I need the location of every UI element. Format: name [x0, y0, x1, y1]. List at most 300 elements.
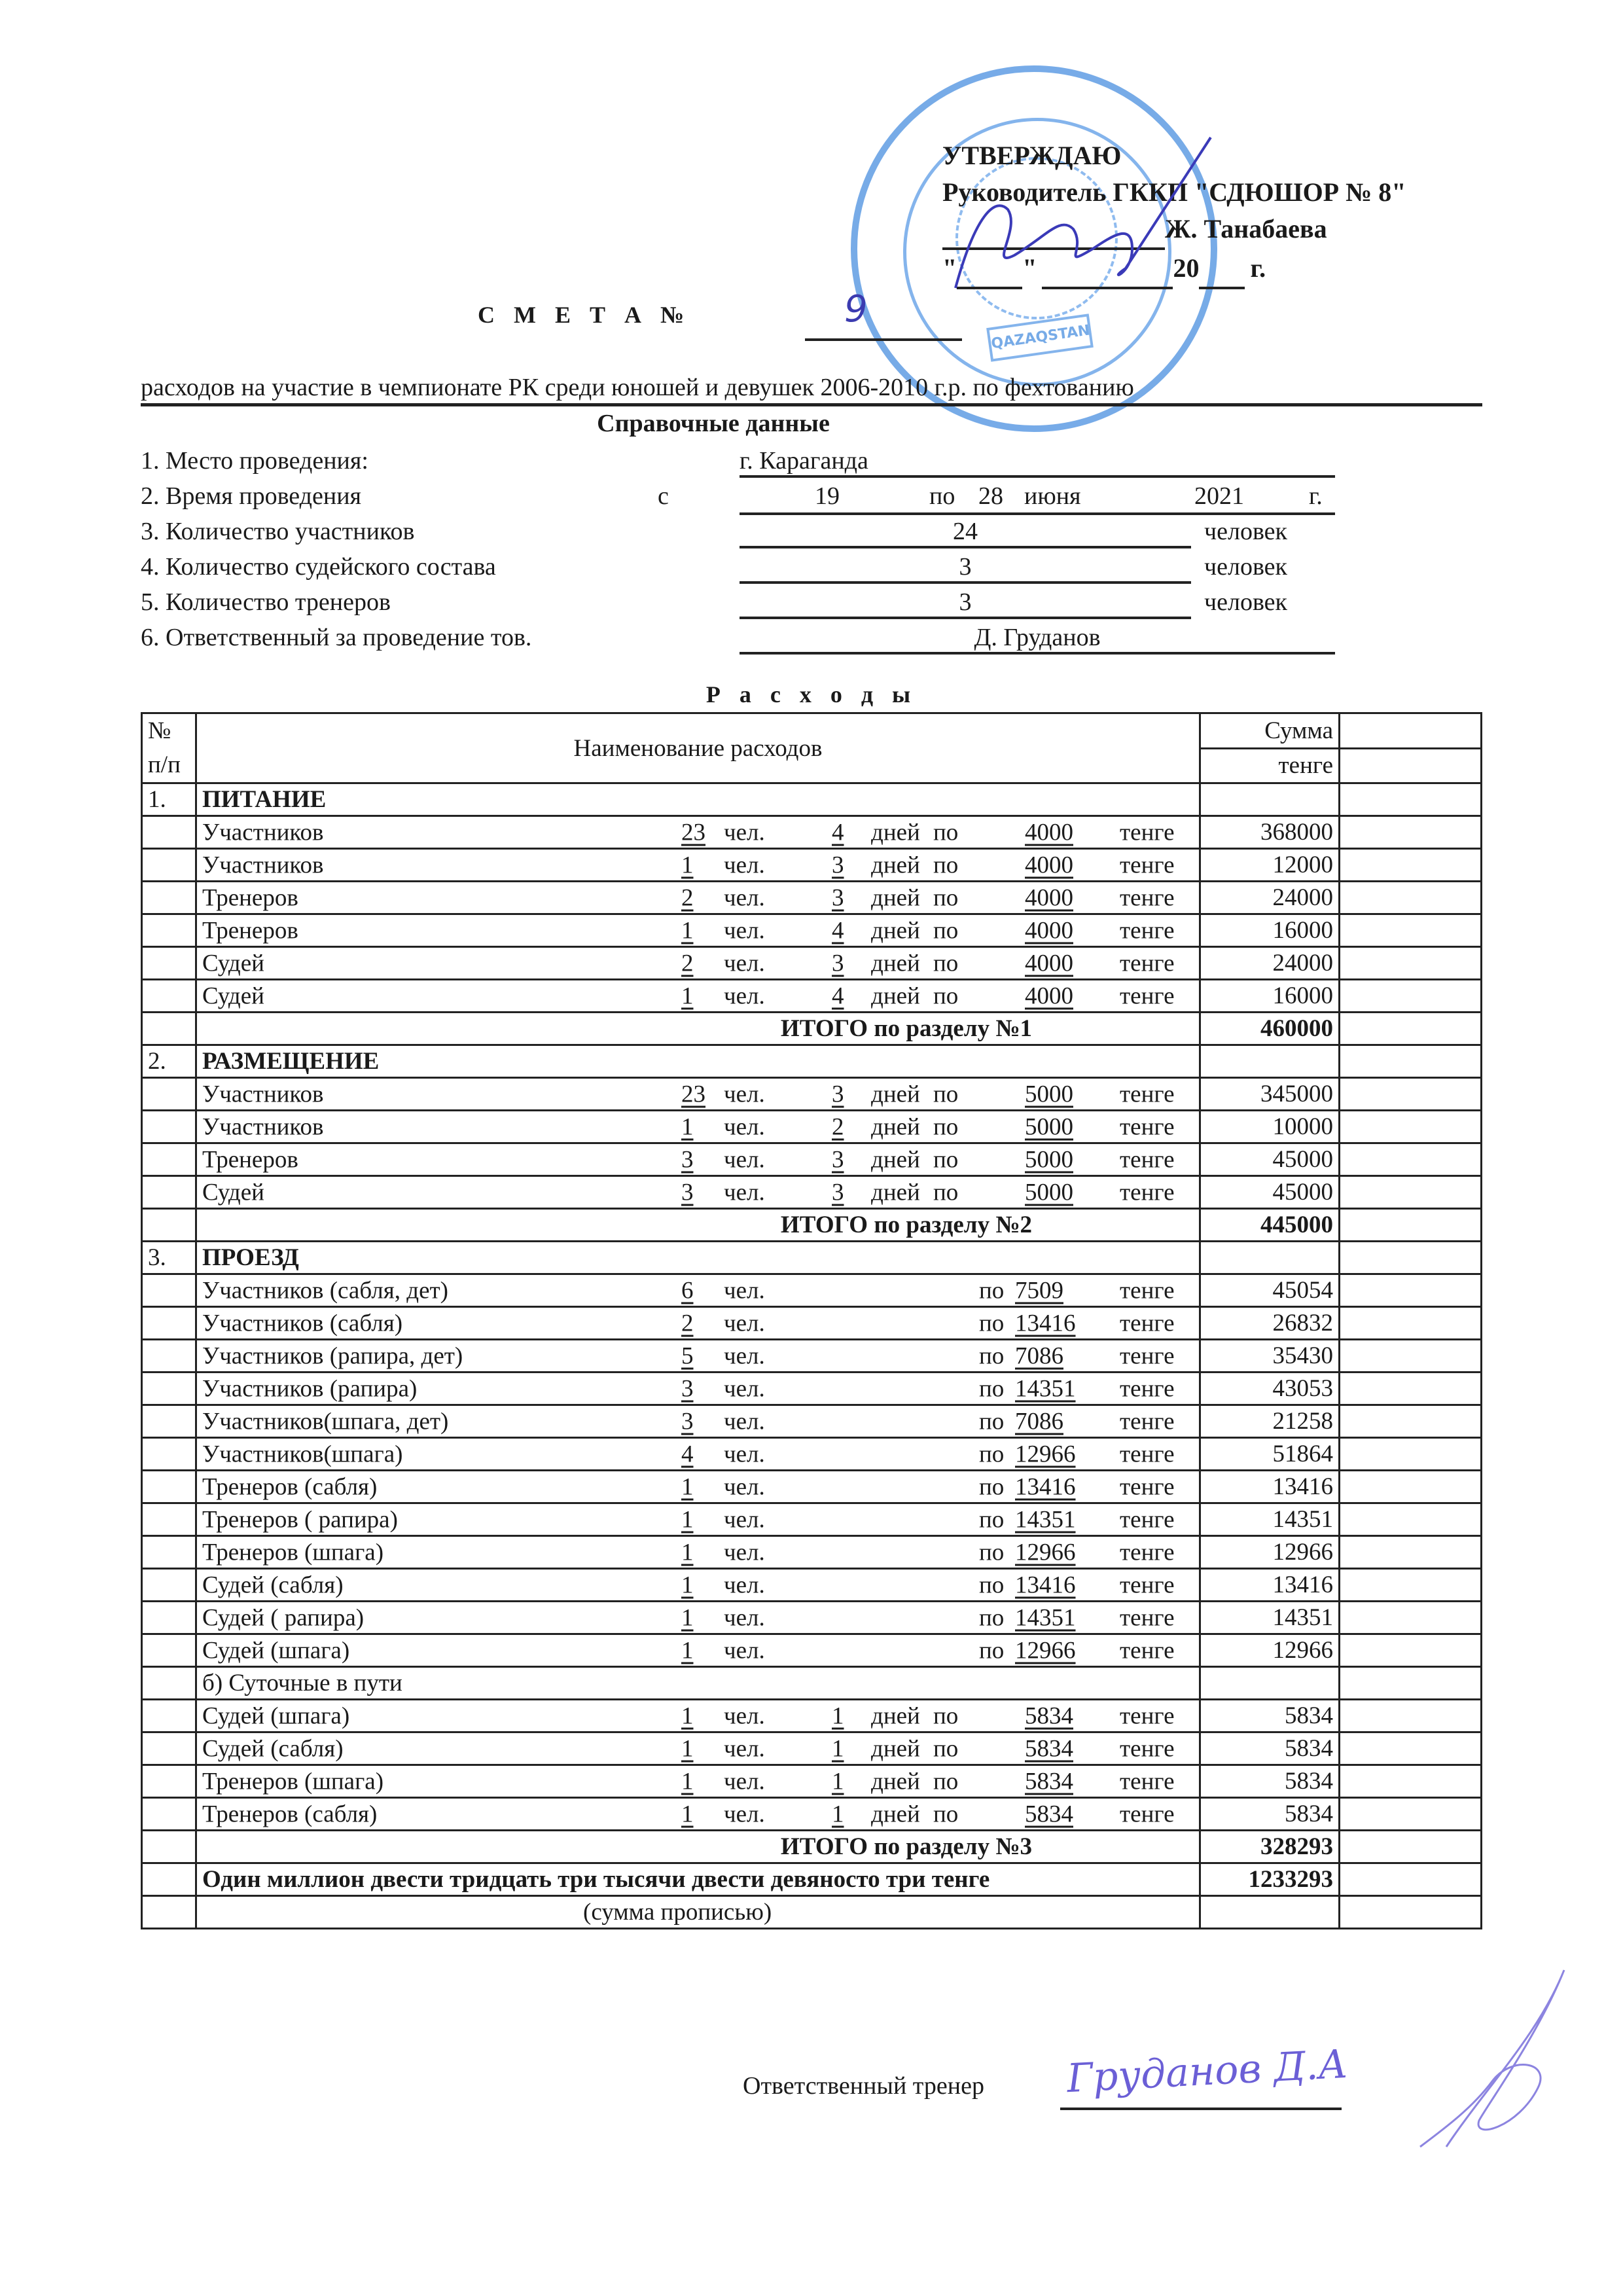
row-sum: 12966 — [1200, 1536, 1340, 1569]
sum-cell — [1200, 1242, 1340, 1274]
expenses-table — [141, 712, 1482, 1929]
grand-total-row — [142, 1863, 1482, 1896]
item-rate: 5000 — [1025, 1146, 1073, 1173]
item-rate: 5834 — [1025, 1702, 1073, 1729]
label-per: по — [933, 1113, 959, 1140]
item-rate: 5000 — [1025, 1113, 1073, 1140]
row-number — [142, 1340, 196, 1372]
row-sum: 51864 — [1200, 1438, 1340, 1471]
label-days: дней — [871, 982, 920, 1009]
header-sum-line1: Сумма — [1200, 713, 1340, 749]
label-days: дней — [871, 819, 920, 846]
label-people: чел. — [724, 1081, 765, 1107]
label-currency: тенге — [1120, 1081, 1175, 1107]
label-people: чел. — [724, 1146, 765, 1173]
item-people: 3 — [681, 1408, 694, 1435]
item-rate: 5000 — [1025, 1179, 1073, 1206]
label-people: чел. — [724, 1277, 765, 1304]
item-people: 1 — [681, 1571, 694, 1598]
item-name: Тренеров (сабля) — [202, 1801, 378, 1827]
row-description — [196, 1340, 1200, 1372]
row-sum: 5834 — [1200, 1798, 1340, 1831]
item-name: Тренеров ( рапира) — [202, 1506, 398, 1533]
label-currency: тенге — [1120, 1277, 1175, 1304]
item-people: 1 — [681, 852, 694, 878]
label-currency: тенге — [1120, 1735, 1175, 1762]
item-rate: 12966 — [1015, 1539, 1076, 1566]
row-number — [142, 1471, 196, 1503]
label-days: дней — [871, 852, 920, 878]
item-rate: 14351 — [1015, 1375, 1076, 1402]
row-description — [196, 1732, 1200, 1765]
table-row — [142, 1536, 1482, 1569]
section-title: РАЗМЕЩЕНИЕ — [196, 1045, 1200, 1078]
item-days: 3 — [832, 852, 844, 878]
header-num-line2: п/п — [148, 751, 181, 778]
label-people: чел. — [724, 884, 765, 911]
label-currency: тенге — [1120, 1473, 1175, 1500]
label-people: чел. — [724, 950, 765, 977]
date-year-prefix: 20 — [1173, 253, 1200, 283]
label-currency: тенге — [1120, 852, 1175, 878]
row-number — [142, 1602, 196, 1634]
extra-cell — [1340, 1765, 1482, 1798]
item-rate: 7086 — [1015, 1342, 1063, 1369]
label-days: дней — [871, 1179, 920, 1206]
extra-cell — [1340, 882, 1482, 914]
table-row — [142, 1111, 1482, 1143]
reference-unit-coaches: человек — [1204, 588, 1287, 616]
item-name: Судей (сабля) — [202, 1571, 344, 1598]
approval-position: Руководитель ГККП "СДЮШОР № 8" — [942, 177, 1406, 207]
header-num-line1: № — [148, 717, 171, 744]
label-per: по — [933, 1768, 959, 1795]
item-days: 3 — [832, 1179, 844, 1206]
row-number — [142, 1176, 196, 1209]
row-sum: 12966 — [1200, 1634, 1340, 1667]
label-people: чел. — [724, 917, 765, 944]
label-people: чел. — [724, 1375, 765, 1402]
row-number — [142, 1700, 196, 1732]
reference-date-year-suffix: г. — [1309, 482, 1323, 510]
table-row — [142, 1438, 1482, 1471]
row-number — [142, 1798, 196, 1831]
row-sum: 45054 — [1200, 1274, 1340, 1307]
document-number: 9 — [844, 288, 868, 331]
item-name: Судей (шпага) — [202, 1702, 350, 1729]
row-number — [142, 1667, 196, 1700]
label-per: по — [979, 1277, 1005, 1304]
item-name: Участников(шпага, дет) — [202, 1408, 449, 1435]
row-number — [142, 1503, 196, 1536]
row-number — [142, 1372, 196, 1405]
extra-cell — [1340, 1471, 1482, 1503]
label-per: по — [933, 917, 959, 944]
label-days: дней — [871, 950, 920, 977]
row-description — [196, 1602, 1200, 1634]
item-name: Судей (шпага) — [202, 1637, 350, 1664]
label-currency: тенге — [1120, 1702, 1175, 1729]
item-people: 1 — [681, 1113, 694, 1140]
row-sum: 5834 — [1200, 1700, 1340, 1732]
item-name: Участников (сабля) — [202, 1310, 403, 1336]
reference-value-coaches: 3 — [740, 588, 1191, 619]
item-rate: 13416 — [1015, 1310, 1076, 1336]
row-number — [142, 1732, 196, 1765]
row-description — [196, 1438, 1200, 1471]
reference-date-to: 28 — [978, 482, 1003, 510]
approval-name: Ж. Танабаева — [1165, 214, 1327, 243]
label-per: по — [933, 884, 959, 911]
item-rate: 5000 — [1025, 1081, 1073, 1107]
section-total-row — [142, 1209, 1482, 1242]
item-name: Тренеров — [202, 884, 298, 911]
label-people: чел. — [724, 1702, 765, 1729]
row-number — [142, 980, 196, 1013]
reference-unit-participants: человек — [1204, 518, 1287, 545]
item-rate: 7509 — [1015, 1277, 1063, 1304]
table-row — [142, 1602, 1482, 1634]
extra-cell — [1340, 1700, 1482, 1732]
label-currency: тенге — [1120, 1539, 1175, 1566]
item-rate: 4000 — [1025, 917, 1073, 944]
label-currency: тенге — [1120, 1146, 1175, 1173]
extra-cell — [1340, 1209, 1482, 1242]
row-sum: 16000 — [1200, 980, 1340, 1013]
extra-cell — [1340, 1340, 1482, 1372]
row-number — [142, 1209, 196, 1242]
row-number — [142, 914, 196, 947]
row-number — [142, 947, 196, 980]
label-people: чел. — [724, 1735, 765, 1762]
item-name: Судей (сабля) — [202, 1735, 344, 1762]
row-number — [142, 1831, 196, 1863]
row-sum: 24000 — [1200, 882, 1340, 914]
label-per: по — [979, 1571, 1005, 1598]
header-extra-cell — [1340, 748, 1482, 783]
item-people: 1 — [681, 917, 694, 944]
row-number — [142, 1896, 196, 1929]
extra-cell — [1340, 1176, 1482, 1209]
row-sum: 345000 — [1200, 1078, 1340, 1111]
item-days: 4 — [832, 982, 844, 1009]
extra-cell — [1340, 1274, 1482, 1307]
row-sum: 5834 — [1200, 1765, 1340, 1798]
header-name: Наименование расходов — [196, 713, 1200, 783]
row-description — [196, 1078, 1200, 1111]
label-per: по — [933, 819, 959, 846]
section-total-value: 460000 — [1200, 1013, 1340, 1045]
row-number — [142, 1634, 196, 1667]
row-description — [196, 1143, 1200, 1176]
extra-cell — [1340, 1536, 1482, 1569]
header-num — [142, 713, 196, 783]
item-people: 1 — [681, 1702, 694, 1729]
signature-scribble-icon — [1407, 1957, 1577, 2153]
row-number — [142, 1405, 196, 1438]
row-number — [142, 1143, 196, 1176]
extra-cell — [1340, 1111, 1482, 1143]
label-per: по — [979, 1342, 1005, 1369]
section-total-value: 328293 — [1200, 1831, 1340, 1863]
item-people: 1 — [681, 1506, 694, 1533]
item-rate: 5834 — [1025, 1801, 1073, 1827]
row-description — [196, 1503, 1200, 1536]
row-number — [142, 1863, 196, 1896]
reference-value-responsible: Д. Груданов — [740, 623, 1335, 655]
section-total-label: ИТОГО по разделу №2 — [196, 1209, 1200, 1242]
row-description — [196, 947, 1200, 980]
subsection-header-row — [142, 1667, 1482, 1700]
extra-cell — [1340, 849, 1482, 882]
label-per: по — [979, 1473, 1005, 1500]
label-per: по — [933, 1179, 959, 1206]
label-days: дней — [871, 1801, 920, 1827]
extra-cell — [1340, 1634, 1482, 1667]
section-header-row — [142, 1045, 1482, 1078]
label-people: чел. — [724, 1604, 765, 1631]
item-rate: 4000 — [1025, 950, 1073, 977]
item-people: 4 — [681, 1441, 694, 1467]
item-people: 23 — [681, 819, 705, 846]
extra-cell — [1340, 1242, 1482, 1274]
label-days: дней — [871, 884, 920, 911]
item-rate: 5834 — [1025, 1768, 1073, 1795]
row-number — [142, 1438, 196, 1471]
label-days: дней — [871, 1146, 920, 1173]
extra-cell — [1340, 980, 1482, 1013]
table-row — [142, 1176, 1482, 1209]
item-name: Судей — [202, 1179, 264, 1206]
label-currency: тенге — [1120, 1637, 1175, 1664]
label-people: чел. — [724, 1768, 765, 1795]
table-row — [142, 1798, 1482, 1831]
extra-cell — [1340, 1503, 1482, 1536]
row-number — [142, 1078, 196, 1111]
reference-date-month: июня — [1024, 482, 1081, 510]
item-name: Тренеров (шпага) — [202, 1768, 384, 1795]
table-row — [142, 1340, 1482, 1372]
item-rate: 12966 — [1015, 1441, 1076, 1467]
extra-cell — [1340, 947, 1482, 980]
label-days: дней — [871, 1768, 920, 1795]
label-people: чел. — [724, 1342, 765, 1369]
row-sum: 10000 — [1200, 1111, 1340, 1143]
label-currency: тенге — [1120, 1342, 1175, 1369]
label-days: дней — [871, 1113, 920, 1140]
item-people: 1 — [681, 982, 694, 1009]
item-people: 1 — [681, 1473, 694, 1500]
row-number — [142, 1111, 196, 1143]
row-description — [196, 1798, 1200, 1831]
item-days: 1 — [832, 1702, 844, 1729]
table-header-row-1 — [142, 713, 1482, 749]
row-sum: 12000 — [1200, 849, 1340, 882]
row-sum: 45000 — [1200, 1143, 1340, 1176]
item-name: Участников — [202, 1081, 324, 1107]
reference-title: Справочные данные — [597, 410, 830, 437]
item-name: Участников (рапира) — [202, 1375, 418, 1402]
item-people: 1 — [681, 1801, 694, 1827]
table-row — [142, 914, 1482, 947]
section-total-row — [142, 1831, 1482, 1863]
approval-signature-icon — [936, 118, 1250, 314]
item-name: Тренеров (шпага) — [202, 1539, 384, 1566]
label-people: чел. — [724, 1571, 765, 1598]
label-days: дней — [871, 917, 920, 944]
row-number — [142, 849, 196, 882]
header-extra-cell — [1340, 713, 1482, 749]
label-currency: тенге — [1120, 1604, 1175, 1631]
label-people: чел. — [724, 1506, 765, 1533]
reference-value-venue: г. Караганда — [740, 446, 1335, 478]
section-total-label: ИТОГО по разделу №3 — [196, 1831, 1200, 1863]
reference-label-participants: 3. Количество участников — [141, 518, 415, 545]
row-sum: 45000 — [1200, 1176, 1340, 1209]
reference-value-participants: 24 — [740, 517, 1191, 548]
item-name: Тренеров — [202, 1146, 298, 1173]
reference-label-coaches: 5. Количество тренеров — [141, 588, 391, 616]
item-people: 1 — [681, 1539, 694, 1566]
label-days: дней — [871, 1081, 920, 1107]
item-rate: 14351 — [1015, 1604, 1076, 1631]
label-people: чел. — [724, 852, 765, 878]
row-number — [142, 882, 196, 914]
label-days: дней — [871, 1735, 920, 1762]
extra-cell — [1340, 1013, 1482, 1045]
section-number: 2. — [142, 1045, 196, 1078]
row-description — [196, 980, 1200, 1013]
section-total-value: 445000 — [1200, 1209, 1340, 1242]
item-days: 1 — [832, 1801, 844, 1827]
label-currency: тенге — [1120, 1179, 1175, 1206]
label-people: чел. — [724, 1310, 765, 1336]
extra-cell — [1340, 1405, 1482, 1438]
item-rate: 12966 — [1015, 1637, 1076, 1664]
item-people: 3 — [681, 1146, 694, 1173]
item-people: 2 — [681, 884, 694, 911]
row-description — [196, 1307, 1200, 1340]
extra-cell — [1340, 1045, 1482, 1078]
item-name: Участников — [202, 852, 324, 878]
table-row — [142, 849, 1482, 882]
table-row — [142, 1569, 1482, 1602]
table-row — [142, 1700, 1482, 1732]
label-per: по — [979, 1506, 1005, 1533]
item-days: 3 — [832, 1081, 844, 1107]
item-people: 1 — [681, 1768, 694, 1795]
label-per: по — [979, 1539, 1005, 1566]
row-number — [142, 816, 196, 849]
item-name: Участников — [202, 819, 324, 846]
row-sum: 13416 — [1200, 1471, 1340, 1503]
label-currency: тенге — [1120, 1408, 1175, 1435]
item-people: 1 — [681, 1637, 694, 1664]
item-people: 2 — [681, 950, 694, 977]
item-name: Тренеров — [202, 917, 298, 944]
item-name: Участников (рапира, дет) — [202, 1342, 463, 1369]
reference-date-year: 2021 — [1194, 482, 1244, 510]
row-sum: 14351 — [1200, 1602, 1340, 1634]
stamp-emblem-text: QAZAQSTAN — [986, 314, 1094, 361]
label-currency: тенге — [1120, 1571, 1175, 1598]
label-currency: тенге — [1120, 1113, 1175, 1140]
section-total-label: ИТОГО по разделу №1 — [196, 1013, 1200, 1045]
item-rate: 5834 — [1025, 1735, 1073, 1762]
label-currency: тенге — [1120, 819, 1175, 846]
document-title: С М Е Т А № — [478, 302, 691, 328]
item-name: Участников(шпага) — [202, 1441, 403, 1467]
item-days: 2 — [832, 1113, 844, 1140]
date-quote-open: " — [942, 253, 957, 283]
row-description — [196, 882, 1200, 914]
item-rate: 4000 — [1025, 819, 1073, 846]
row-description — [196, 914, 1200, 947]
extra-cell — [1340, 1798, 1482, 1831]
label-per: по — [979, 1637, 1005, 1664]
row-description — [196, 1274, 1200, 1307]
item-people: 6 — [681, 1277, 694, 1304]
row-description — [196, 1111, 1200, 1143]
label-people: чел. — [724, 1408, 765, 1435]
row-sum: 368000 — [1200, 816, 1340, 849]
extra-cell — [1340, 914, 1482, 947]
sum-cell — [1200, 1896, 1340, 1929]
table-row — [142, 1078, 1482, 1111]
table-row — [142, 882, 1482, 914]
table-row — [142, 1732, 1482, 1765]
row-number — [142, 1274, 196, 1307]
label-per: по — [933, 982, 959, 1009]
signature-handwritten: Груданов Д.А — [1065, 2041, 1349, 2102]
row-sum: 14351 — [1200, 1503, 1340, 1536]
words-caption: (сумма прописью) — [196, 1896, 1200, 1929]
label-currency: тенге — [1120, 1768, 1175, 1795]
item-days: 1 — [832, 1768, 844, 1795]
label-currency: тенге — [1120, 1801, 1175, 1827]
label-days: дней — [871, 1702, 920, 1729]
section-number: 3. — [142, 1242, 196, 1274]
sum-cell — [1200, 783, 1340, 816]
label-currency: тенге — [1120, 1441, 1175, 1467]
item-people: 3 — [681, 1179, 694, 1206]
row-description — [196, 1405, 1200, 1438]
header-sum-line2: тенге — [1200, 748, 1340, 783]
date-quote-close: " — [1022, 253, 1037, 283]
label-per: по — [933, 1081, 959, 1107]
row-description — [196, 849, 1200, 882]
item-people: 5 — [681, 1342, 694, 1369]
extra-cell — [1340, 1602, 1482, 1634]
signature-line — [1060, 2108, 1342, 2110]
label-per: по — [979, 1441, 1005, 1467]
grand-total-value: 1233293 — [1200, 1863, 1340, 1896]
signature-label: Ответственный тренер — [743, 2072, 984, 2100]
item-people: 1 — [681, 1604, 694, 1631]
label-per: по — [933, 1735, 959, 1762]
section-title: ПРОЕЗД — [196, 1242, 1200, 1274]
item-rate: 14351 — [1015, 1506, 1076, 1533]
label-currency: тенге — [1120, 1310, 1175, 1336]
label-per: по — [979, 1310, 1005, 1336]
row-number — [142, 1569, 196, 1602]
extra-cell — [1340, 783, 1482, 816]
row-number — [142, 1765, 196, 1798]
row-description — [196, 1569, 1200, 1602]
section-number: 1. — [142, 783, 196, 816]
label-per: по — [933, 1801, 959, 1827]
item-people: 1 — [681, 1735, 694, 1762]
